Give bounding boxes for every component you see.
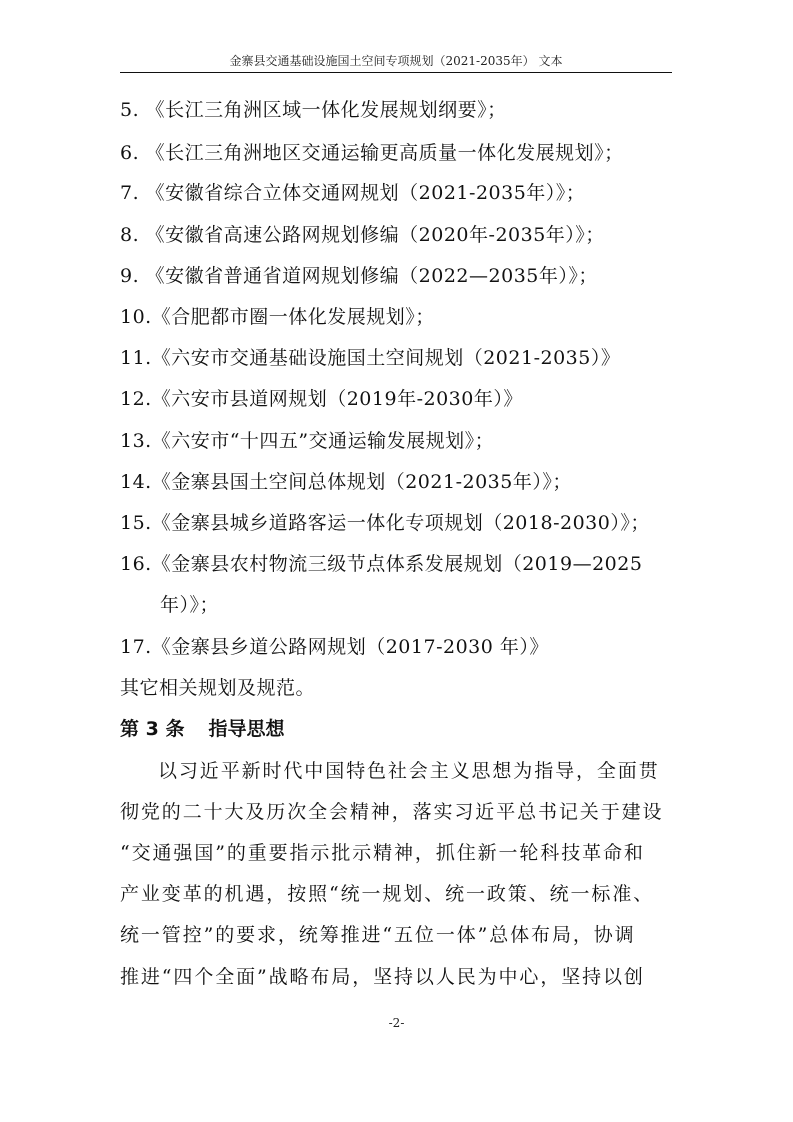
reference-item-13: 13.《六安市“十四五”交通运输发展规划》； — [120, 430, 495, 452]
running-header: 金寨县交通基础设施国土空间专项规划（2021-2035年） 文本 — [229, 54, 563, 68]
reference-item-8: 8. 《安徽省高速公路网规划修编（2020年-2035年）》； — [120, 224, 605, 246]
paragraph-line: “交通强国”的重要指示批示精神，抓住新一轮科技革命和 — [120, 842, 645, 864]
reference-item-16: 16.《金寨县农村物流三级节点体系发展规划（2019—2025 — [120, 553, 643, 575]
paragraph-line: 彻党的二十大及历次全会精神，落实习近平总书记关于建设 — [120, 801, 664, 823]
header-rule — [120, 72, 672, 73]
reference-item-15: 15.《金寨县城乡道路客运一体化专项规划（2018-2030）》； — [120, 512, 650, 534]
page-number: -2- — [388, 1016, 405, 1030]
reference-item-10: 10.《合肥都市圈一体化发展规划》； — [120, 306, 435, 328]
reference-item-5: 5. 《长江三角洲区域一体化发展规划纲要》； — [120, 99, 507, 121]
reference-item-9: 9. 《安徽省普通省道网规划修编（2022—2035年）》； — [120, 265, 598, 287]
section-number: 第 3 条 — [120, 718, 185, 740]
section-heading — [120, 716, 284, 742]
reference-item-7: 7. 《安徽省综合立体交通网规划（2021-2035年）》； — [120, 182, 586, 204]
reference-item-16-continued: 年）》； — [160, 594, 220, 616]
reference-item-14: 14.《金寨县国土空间总体规划（2021-2035年）》； — [120, 471, 572, 493]
reference-item-12: 12.《六安市县道网规划（2019年-2030年）》 — [120, 388, 523, 410]
reference-item-11: 11.《六安市交通基础设施国土空间规划（2021-2035）》 — [120, 347, 621, 369]
reference-item-17: 17.《金寨县乡道公路网规划（2017-2030 年）》 — [120, 636, 549, 658]
reference-item-6: 6. 《长江三角洲地区交通运输更高质量一体化发展规划》； — [120, 142, 624, 164]
paragraph-line: 推进“四个全面”战略布局，坚持以人民为中心，坚持以创 — [120, 966, 645, 988]
paragraph-line: 统一管控”的要求，统筹推进“五位一体”总体布局，协调 — [120, 924, 636, 946]
paragraph-line: 产业变革的机遇，按照“统一规划、统一政策、统一标准、 — [120, 883, 655, 905]
section-title: 指导思想 — [208, 718, 285, 740]
paragraph-line: 以习近平新时代中国特色社会主义思想为指导，全面贯 — [158, 760, 660, 782]
reference-other: 其它相关规划及规范。 — [120, 677, 316, 699]
